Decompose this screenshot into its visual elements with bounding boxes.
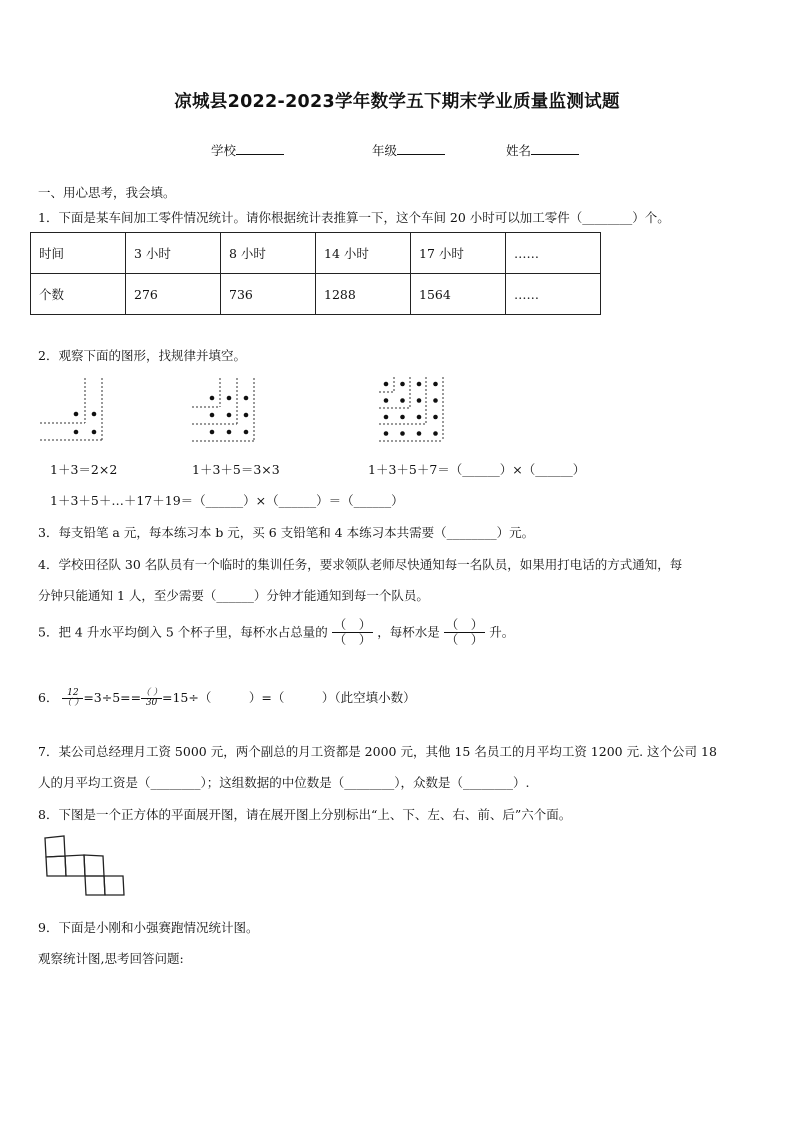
- dot: [417, 382, 422, 387]
- table-cell: 17 小时: [411, 233, 506, 274]
- dot: [384, 431, 389, 436]
- q6-number: 6．: [38, 690, 59, 705]
- dot: [417, 415, 422, 420]
- question-7-line-1: 7．某公司总经理月工资 5000 元，两个副总的月工资都是 2000 元，其他 15 名员工的月平均工资 1200 元. 这个公司 18: [38, 744, 717, 759]
- dot: [433, 382, 438, 387]
- fraction-blank[interactable]: $\frac{( )}{( )}$: [445, 617, 484, 648]
- equation-3: 1＋3＋5＋7＝（______）×（______）: [368, 462, 586, 477]
- dot: [417, 431, 422, 436]
- table-cell: ……: [506, 233, 601, 274]
- name-label: 姓名: [506, 143, 532, 158]
- dot-figure-3x3: [190, 376, 265, 446]
- page-title: 凉城县2022-2023学年数学五下期末学业质量监测试题: [174, 92, 620, 112]
- table-row: [31, 233, 601, 274]
- equation-2: 1＋3＋5＝3×3: [192, 462, 280, 477]
- table-cell: 14 小时: [316, 233, 411, 274]
- dot: [400, 431, 405, 436]
- equation-1: 1＋3＝2×2: [50, 462, 118, 477]
- question-9: 9．下面是小刚和小强赛跑情况统计图。: [38, 920, 259, 935]
- question-4-line-2: 分钟只能通知 1 人，至少需要（______）分钟才能通知到每一个队员。: [38, 588, 429, 603]
- equation-4: 1＋3＋5＋…＋17＋19＝（______）×（______）＝（______）: [50, 493, 404, 508]
- question-4-line-1: 4．学校田径队 30 名队员有一个临时的集训任务，要求领队老师尽快通知每一名队员，如果用打电话的方式通知，每: [38, 557, 683, 572]
- dot: [433, 398, 438, 403]
- dot: [400, 382, 405, 387]
- q5-text-1: 5．把 4 升水平均倒入 5 个杯子里，每杯水占总量的: [38, 624, 328, 640]
- grade-blank[interactable]: [397, 154, 445, 155]
- dot-figure-2x2: [38, 376, 108, 446]
- table-cell: 1564: [411, 274, 506, 315]
- table-cell: 3 小时: [126, 233, 221, 274]
- table-cell: 时间: [31, 233, 126, 274]
- q6-mid: =3÷5==: [83, 690, 142, 705]
- dot: [433, 431, 438, 436]
- question-8: 8．下图是一个正方体的平面展开图，请在展开图上分别标出“上、下、左、右、前、后”六个面。: [38, 807, 572, 822]
- question-1: 1．下面是某车间加工零件情况统计。请你根据统计表推算一下，这个车间 20 小时可以加工零件（________）个。: [38, 210, 670, 225]
- q6-rest: =15÷（ ）=（ ）（此空填小数）: [162, 690, 416, 705]
- school-blank[interactable]: [236, 154, 284, 155]
- school-label: 学校: [211, 143, 237, 158]
- question-7-line-2: 人的月平均工资是（________）；这组数据的中位数是（________），众数是（________）.: [38, 775, 530, 790]
- grade-field: [372, 141, 445, 159]
- table-cell: ……: [506, 274, 601, 315]
- q5-text-2: ，每杯水是: [377, 624, 440, 640]
- table-row: [31, 274, 601, 315]
- fraction: （ ） 30: [141, 687, 162, 708]
- table-cell: 276: [126, 274, 221, 315]
- grade-label: 年级: [372, 143, 398, 158]
- q5-text-3: 升。: [489, 624, 515, 640]
- dot: [384, 398, 389, 403]
- name-blank[interactable]: [531, 154, 579, 155]
- dot: [384, 415, 389, 420]
- fraction: 12 （ ）: [62, 687, 84, 708]
- cube-net-figure: [44, 836, 128, 900]
- q1-table: [30, 232, 601, 315]
- fraction-blank[interactable]: $\frac{( )}{( )}$: [333, 617, 372, 648]
- table-cell: 个数: [31, 274, 126, 315]
- table-cell: 1288: [316, 274, 411, 315]
- question-9-instruction: 观察统计图,思考回答问题:: [38, 951, 184, 966]
- dot: [433, 415, 438, 420]
- dot: [417, 398, 422, 403]
- question-5: [38, 618, 514, 648]
- question-2: 2．观察下面的图形，找规律并填空。: [38, 348, 246, 363]
- name-field: [506, 141, 579, 159]
- table-cell: 8 小时: [221, 233, 316, 274]
- dot-figure-4x4: [378, 376, 448, 446]
- dot: [384, 382, 389, 387]
- table-cell: 736: [221, 274, 316, 315]
- dot: [400, 415, 405, 420]
- question-6: [38, 688, 416, 708]
- section-heading: 一、用心思考，我会填。: [38, 185, 176, 200]
- dot: [400, 398, 405, 403]
- question-3: 3．每支铅笔 a 元，每本练习本 b 元，买 6 支铅笔和 4 本练习本共需要（________）元。: [38, 525, 535, 540]
- school-field: [211, 141, 284, 159]
